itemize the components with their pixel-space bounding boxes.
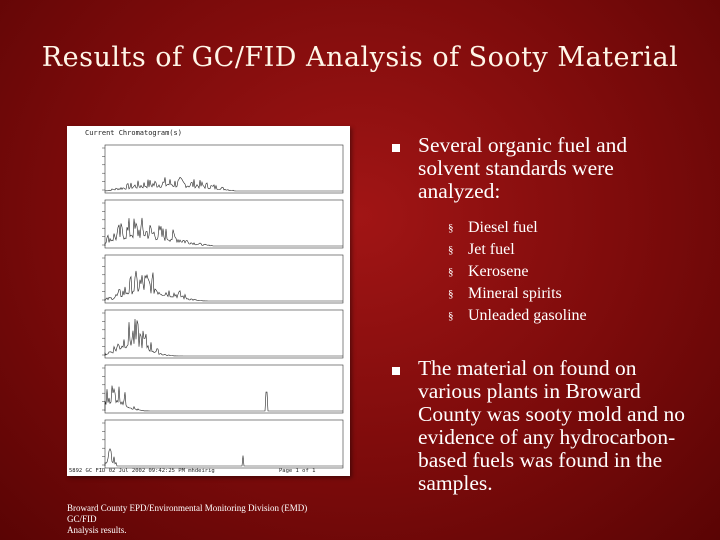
bullet-text: The material on found on various plants in Broward County was sooty mold and no evidence of any hydrocarbon-based fuels was found in the samples.	[418, 356, 685, 495]
sub-bullet-text: Kerosene	[468, 263, 529, 280]
chromatogram-trace	[105, 449, 343, 466]
chromatogram-panel-frame	[105, 255, 343, 303]
bullet-list	[392, 134, 692, 495]
section-sign-bullet-icon: §	[448, 222, 454, 234]
section-sign-bullet-icon: §	[448, 266, 454, 278]
chromatogram-trace	[105, 386, 343, 412]
bullet-text: Several organic fuel and solvent standards were analyzed:	[418, 133, 628, 203]
sub-bullet-text: Jet fuel	[468, 241, 515, 258]
chromatogram-trace	[105, 218, 343, 246]
sub-bullet-text: Diesel fuel	[468, 219, 538, 236]
sub-bullet-text: Mineral spirits	[468, 285, 562, 302]
section-sign-bullet-icon: §	[448, 310, 454, 322]
chromatogram-trace	[105, 319, 343, 356]
section-sign-bullet-icon: §	[448, 288, 454, 300]
bullet-item	[392, 357, 692, 495]
chromatogram-image	[67, 126, 350, 476]
figure-caption	[67, 503, 367, 536]
chromatogram-panel-frame	[105, 365, 343, 413]
slide-title: Results of GC/FID Analysis of Sooty Material	[41, 42, 679, 73]
sub-bullet-item	[448, 261, 692, 283]
caption-line: Analysis results.	[67, 525, 127, 535]
square-bullet-icon	[392, 144, 400, 152]
figure-footer-left: 5892 GC FID 02 Jul 2002 09:42:25 PM mhdeirig	[69, 468, 215, 474]
sub-bullet-item	[448, 239, 692, 261]
square-bullet-icon	[392, 367, 400, 375]
sub-bullet-item	[448, 283, 692, 305]
sub-bullet-list	[448, 217, 692, 327]
chromatogram-panel-frame	[105, 200, 343, 248]
chromatogram-panel-frame	[105, 420, 343, 468]
figure-header: Current Chromatogram(s)	[85, 129, 182, 137]
figure-footer-right: Page 1 of 1	[279, 468, 316, 474]
chromatogram-trace	[105, 271, 343, 301]
chromatogram-panel-frame	[105, 310, 343, 358]
bullet-item	[392, 134, 692, 203]
sub-bullet-item	[448, 305, 692, 327]
caption-line: GC/FID	[67, 514, 97, 524]
sub-bullet-text: Unleaded gasoline	[468, 307, 587, 324]
chromatogram-trace	[105, 177, 343, 191]
sub-bullet-item	[448, 217, 692, 239]
section-sign-bullet-icon: §	[448, 244, 454, 256]
chromatogram-figure	[67, 126, 350, 476]
caption-line: Broward County EPD/Environmental Monitoring Division (EMD)	[67, 503, 308, 513]
